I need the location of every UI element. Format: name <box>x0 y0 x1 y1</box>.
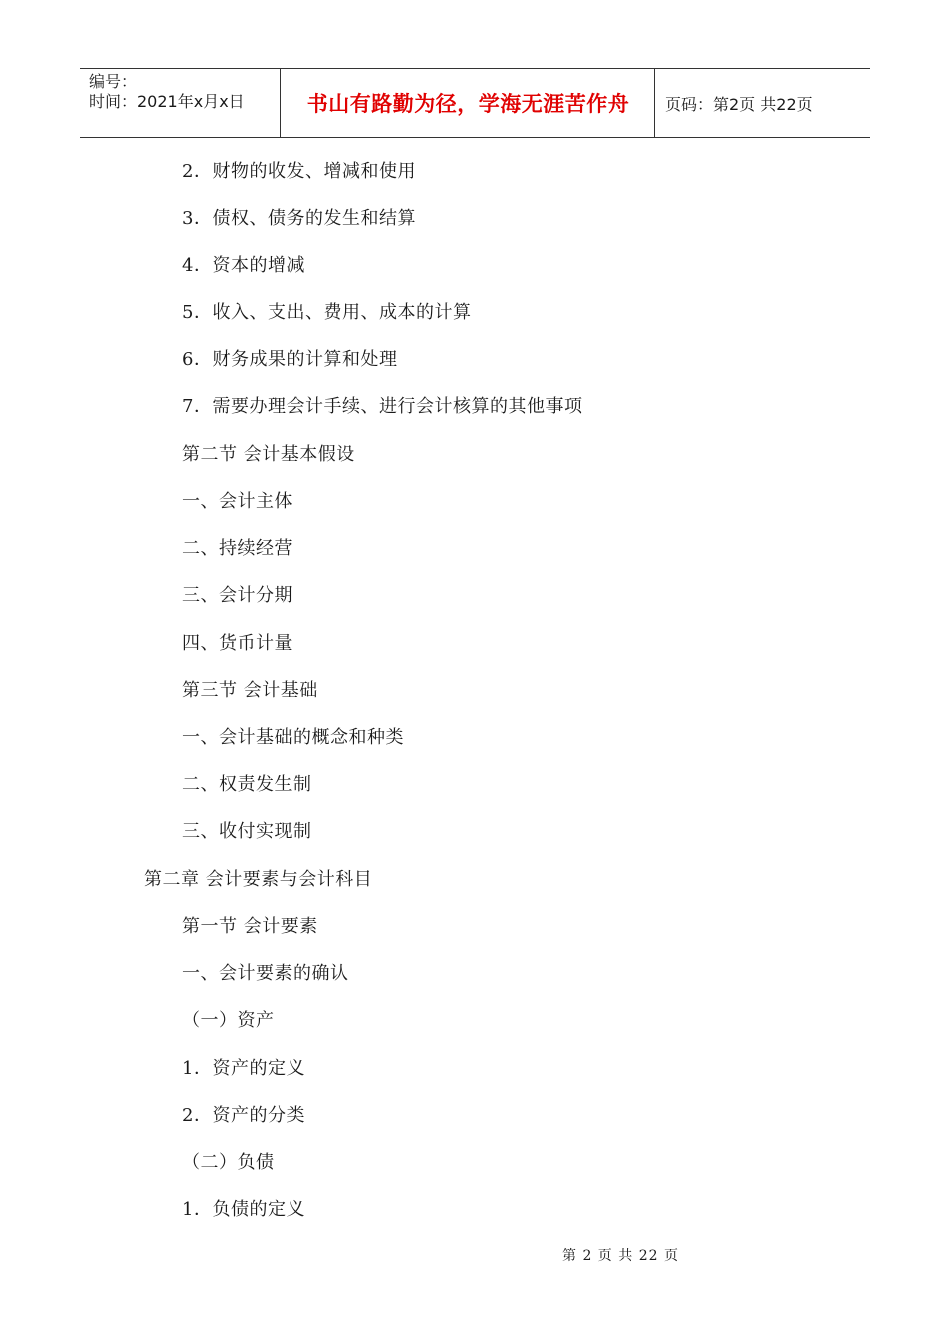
body-line: 一、会计要素的确认 <box>182 963 349 984</box>
body-line: 5．收入、支出、费用、成本的计算 <box>182 302 472 323</box>
footer-page-number: 第 2 页 共 22 页 <box>562 1248 679 1264</box>
section-heading: 第二节 会计基本假设 <box>182 444 355 465</box>
header-page-info: 页码：第2页 共22页 <box>665 94 813 114</box>
body-line: 2．资产的分类 <box>182 1105 305 1126</box>
header-page-cell <box>655 69 870 137</box>
body-line: 1．资产的定义 <box>182 1058 305 1079</box>
body-line: （二）负债 <box>182 1152 275 1173</box>
document-code-label: 编号： <box>89 72 138 91</box>
section-heading: 第三节 会计基础 <box>182 680 318 701</box>
body-line: 1．负债的定义 <box>182 1199 305 1220</box>
section-heading: 第一节 会计要素 <box>182 916 318 937</box>
chapter-heading: 第二章 会计要素与会计科目 <box>144 869 373 890</box>
body-line: 三、收付实现制 <box>182 821 312 842</box>
page-header <box>80 68 870 138</box>
document-time-label: 时间：2021年x月x日 <box>89 92 245 111</box>
body-line: 7．需要办理会计手续、进行会计核算的其他事项 <box>182 396 583 417</box>
header-motto: 书山有路勤为径，学海无涯苦作舟 <box>306 92 630 116</box>
body-line: 四、货币计量 <box>182 633 293 654</box>
body-line: 2．财物的收发、增减和使用 <box>182 161 416 182</box>
body-line: （一）资产 <box>182 1010 275 1031</box>
body-line: 三、会计分期 <box>182 585 293 606</box>
body-line: 二、权责发生制 <box>182 774 312 795</box>
page-footer <box>562 1245 679 1265</box>
body-line: 一、会计基础的概念和种类 <box>182 727 404 748</box>
body-line: 一、会计主体 <box>182 491 293 512</box>
body-line: 6．财务成果的计算和处理 <box>182 349 398 370</box>
header-meta-cell <box>80 69 281 137</box>
body-line: 4．资本的增减 <box>182 255 305 276</box>
body-line: 二、持续经营 <box>182 538 293 559</box>
header-motto-cell <box>282 69 655 137</box>
body-line: 3．债权、债务的发生和结算 <box>182 208 416 229</box>
